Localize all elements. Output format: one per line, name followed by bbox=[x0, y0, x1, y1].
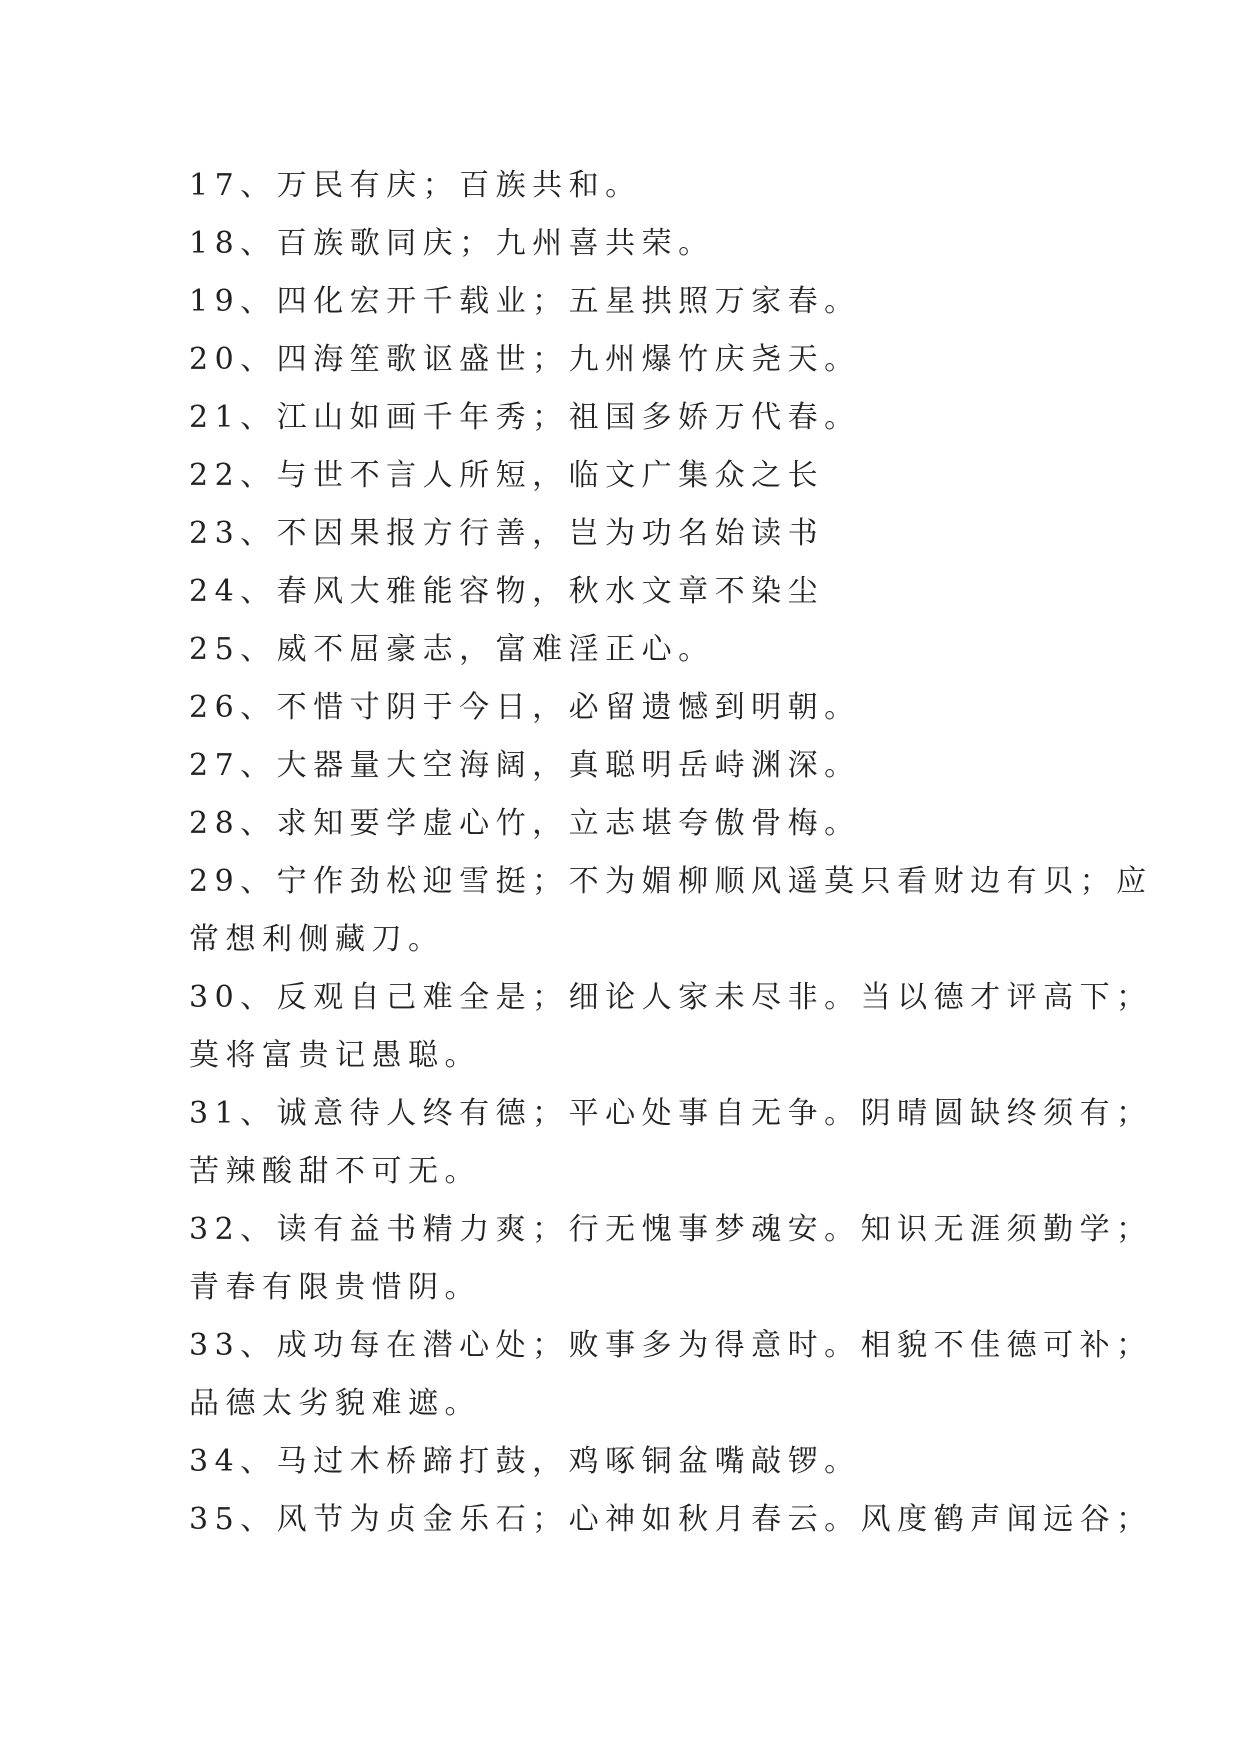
text-line: 31、诚意待人终有德；平心处事自无争。阴晴圆缺终须有； bbox=[189, 1096, 1153, 1131]
text-line: 32、读有益书精力爽；行无愧事梦魂安。知识无涯须勤学； bbox=[189, 1212, 1153, 1247]
text-line: 莫将富贵记愚聪。 bbox=[189, 1038, 481, 1073]
text-line: 27、大器量大空海阔，真聪明岳峙渊深。 bbox=[189, 748, 861, 783]
text-line: 17、万民有庆；百族共和。 bbox=[189, 168, 642, 203]
text-line: 25、威不屈豪志，富难淫正心。 bbox=[189, 632, 715, 667]
text-line: 苦辣酸甜不可无。 bbox=[189, 1154, 481, 1189]
text-line: 18、百族歌同庆；九州喜共荣。 bbox=[189, 226, 715, 261]
text-line: 30、反观自己难全是；细论人家未尽非。当以德才评高下； bbox=[189, 980, 1153, 1015]
text-line: 24、春风大雅能容物，秋水文章不染尘 bbox=[189, 574, 825, 609]
text-line: 34、马过木桥蹄打鼓，鸡啄铜盆嘴敲锣。 bbox=[189, 1444, 861, 1479]
text-line: 33、成功每在潜心处；败事多为得意时。相貌不佳德可补； bbox=[189, 1328, 1153, 1363]
text-line: 19、四化宏开千载业；五星拱照万家春。 bbox=[189, 284, 861, 319]
text-line: 青春有限贵惜阴。 bbox=[189, 1270, 481, 1305]
text-line: 常想利侧藏刀。 bbox=[189, 922, 445, 957]
text-line: 品德太劣貌难遮。 bbox=[189, 1386, 481, 1421]
text-line: 20、四海笙歌讴盛世；九州爆竹庆尧天。 bbox=[189, 342, 861, 377]
text-line: 28、求知要学虚心竹，立志堪夸傲骨梅。 bbox=[189, 806, 861, 841]
document-body bbox=[189, 157, 1153, 1549]
text-line: 35、风节为贞金乐石；心神如秋月春云。风度鹤声闻远谷； bbox=[189, 1502, 1153, 1537]
text-line: 23、不因果报方行善，岂为功名始读书 bbox=[189, 516, 825, 551]
text-line: 21、江山如画千年秀；祖国多娇万代春。 bbox=[189, 400, 861, 435]
text-line: 26、不惜寸阴于今日，必留遗憾到明朝。 bbox=[189, 690, 861, 725]
text-line: 29、宁作劲松迎雪挺；不为媚柳顺风遥莫只看财边有贝；应 bbox=[189, 864, 1153, 899]
text-line: 22、与世不言人所短，临文广集众之长 bbox=[189, 458, 825, 493]
